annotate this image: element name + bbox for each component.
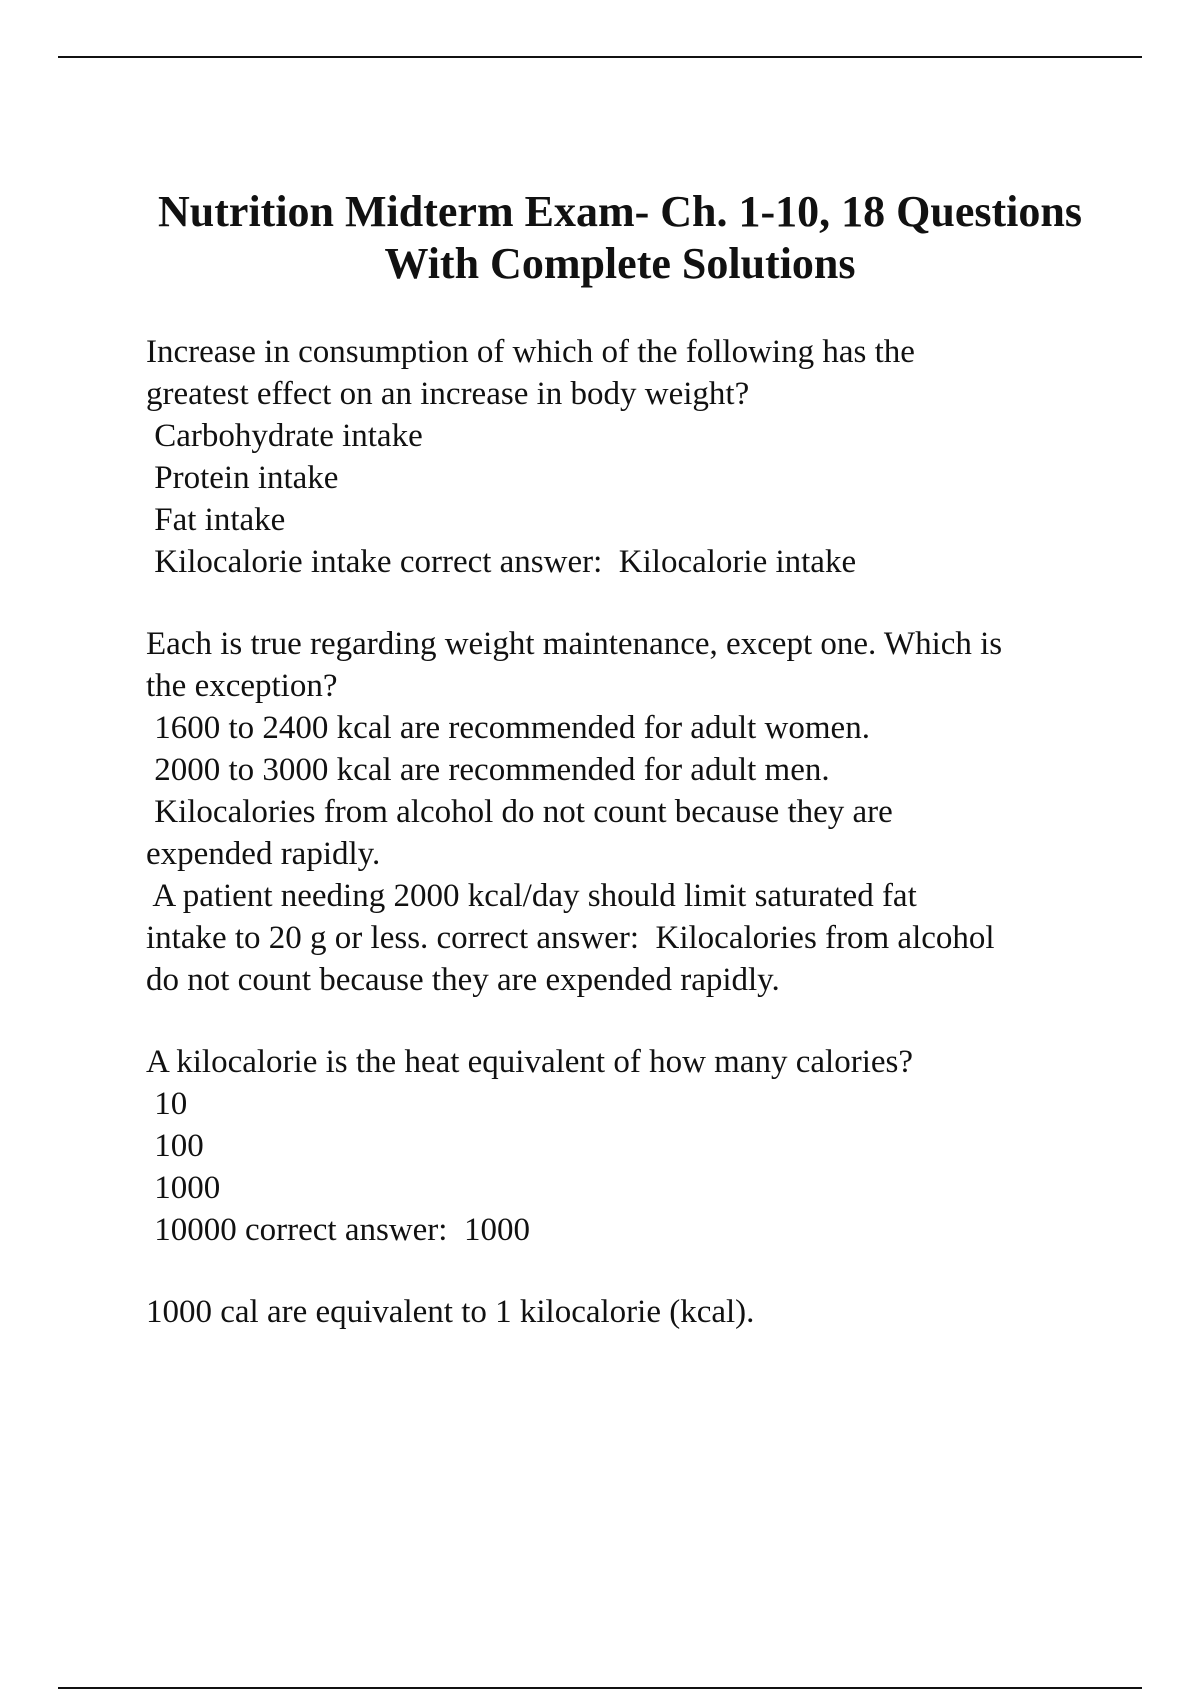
question-text: Each is true regarding weight maintenance, except one. Which is — [146, 626, 1003, 662]
answer-option: Fat intake — [146, 502, 286, 538]
question-text: greatest effect on an increase in body weight? — [146, 376, 750, 412]
answer-option: 10 — [146, 1086, 188, 1122]
question-text: Increase in consumption of which of the following has the — [146, 334, 915, 370]
title-line: Nutrition Midterm Exam- Ch. 1-10, 18 Questions — [158, 187, 1082, 236]
answer-option: A patient needing 2000 kcal/day should limit saturated fat — [146, 878, 917, 914]
bottom-divider — [58, 1687, 1142, 1689]
title-line: With Complete Solutions — [384, 239, 856, 288]
answer-option-with-correct-answer: 10000 correct answer: 1000 — [146, 1212, 530, 1248]
top-divider — [58, 56, 1142, 58]
answer-option: Kilocalories from alcohol do not count because they are — [146, 794, 893, 830]
explanation-text: 1000 cal are equivalent to 1 kilocalorie (kcal). — [146, 1294, 755, 1330]
answer-option: Protein intake — [146, 460, 339, 496]
question-block — [146, 1041, 1106, 1251]
question-block — [146, 331, 1106, 583]
document-title — [100, 186, 1140, 290]
document-body — [146, 331, 1106, 1373]
question-block — [146, 623, 1106, 1001]
answer-option: 2000 to 3000 kcal are recommended for adult men. — [146, 752, 830, 788]
explanation-block — [146, 1291, 1106, 1333]
question-text: the exception? — [146, 668, 338, 704]
answer-option: 1000 — [146, 1170, 221, 1206]
question-text: A kilocalorie is the heat equivalent of how many calories? — [146, 1044, 913, 1080]
answer-option: 1600 to 2400 kcal are recommended for adult women. — [146, 710, 870, 746]
answer-option: expended rapidly. — [146, 836, 381, 872]
correct-answer-text: do not count because they are expended rapidly. — [146, 962, 780, 998]
answer-option-with-correct-answer: intake to 20 g or less. correct answer: Kilocalories from alcohol — [146, 920, 995, 956]
answer-option: Carbohydrate intake — [146, 418, 423, 454]
answer-option-with-correct-answer: Kilocalorie intake correct answer: Kilocalorie intake — [146, 544, 857, 580]
answer-option: 100 — [146, 1128, 204, 1164]
